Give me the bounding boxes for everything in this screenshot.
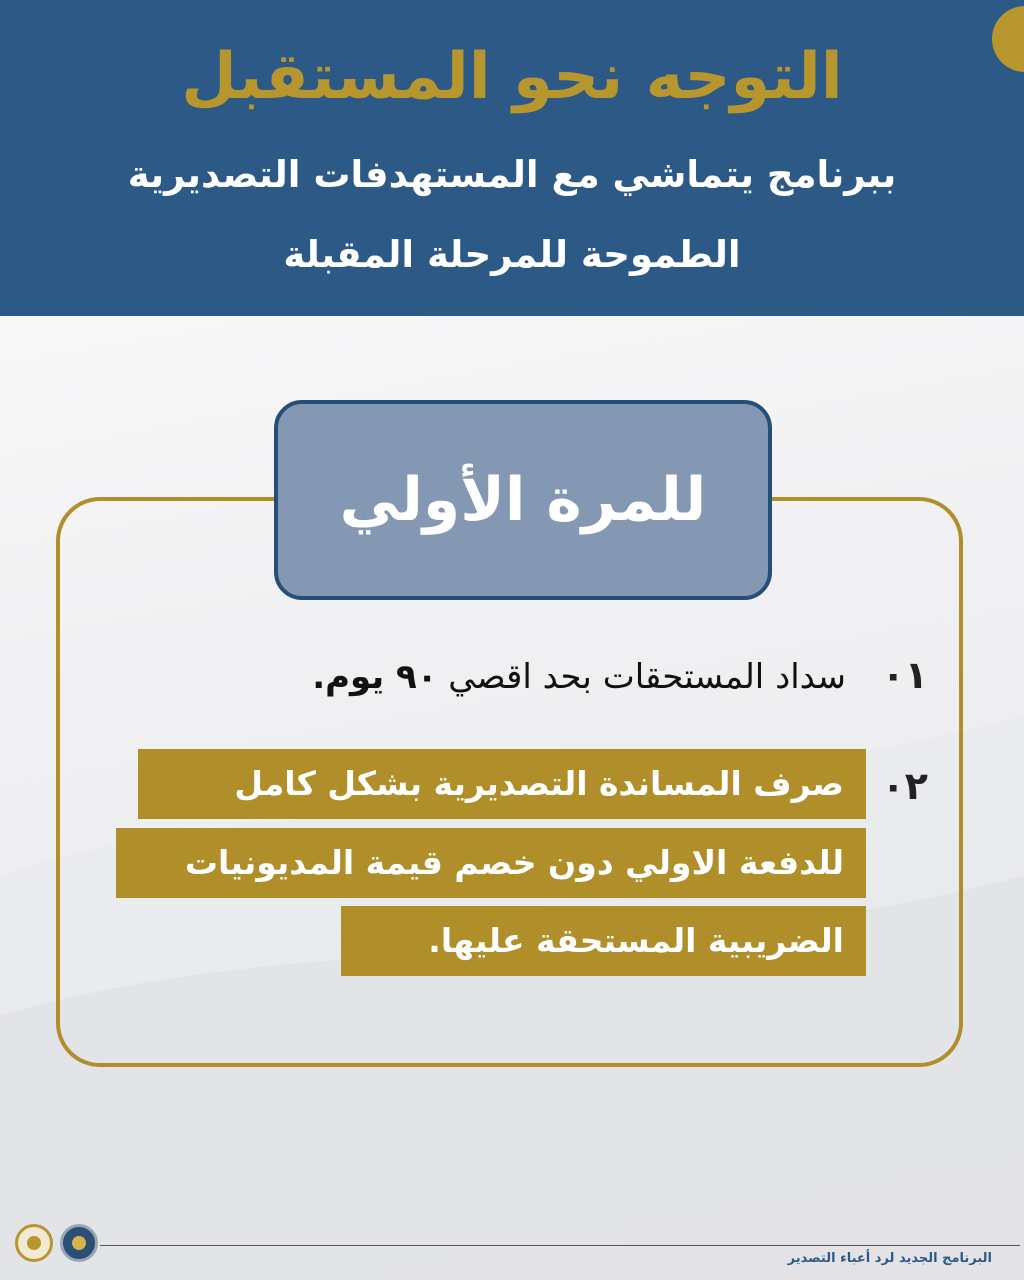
ministry-logo-icon (60, 1224, 98, 1262)
subtitle-line-2: الطموحة للمرحلة المقبلة (283, 233, 741, 276)
item-1-number: ٠١ (881, 653, 928, 697)
item-2-number: ٠٢ (881, 764, 928, 808)
header-banner (0, 0, 1024, 316)
item-2-line-1: صرف المساندة التصديرية بشكل كامل (138, 749, 866, 819)
first-time-label (274, 400, 772, 600)
first-time-label-text: للمرة الأولي (339, 465, 707, 535)
subtitle-line-1: ببرنامج يتماشي مع المستهدفات التصديرية (127, 153, 897, 196)
footer-divider (100, 1245, 1020, 1246)
item-1-emphasis: ٩٠ يوم. (312, 657, 438, 697)
main-title: التوجه نحو المستقبل (181, 40, 843, 114)
eagle-emblem-icon (15, 1224, 53, 1262)
item-2-line-3: الضريبية المستحقة عليها. (341, 906, 866, 976)
item-2-line-2: للدفعة الاولي دون خصم قيمة المديونيات (116, 828, 866, 898)
footer-program-name: البرنامج الجديد لرد أعباء التصدير (787, 1251, 992, 1266)
item-1-body: سداد المستحقات بحد اقصي (448, 657, 846, 697)
item-1-text (312, 657, 846, 697)
